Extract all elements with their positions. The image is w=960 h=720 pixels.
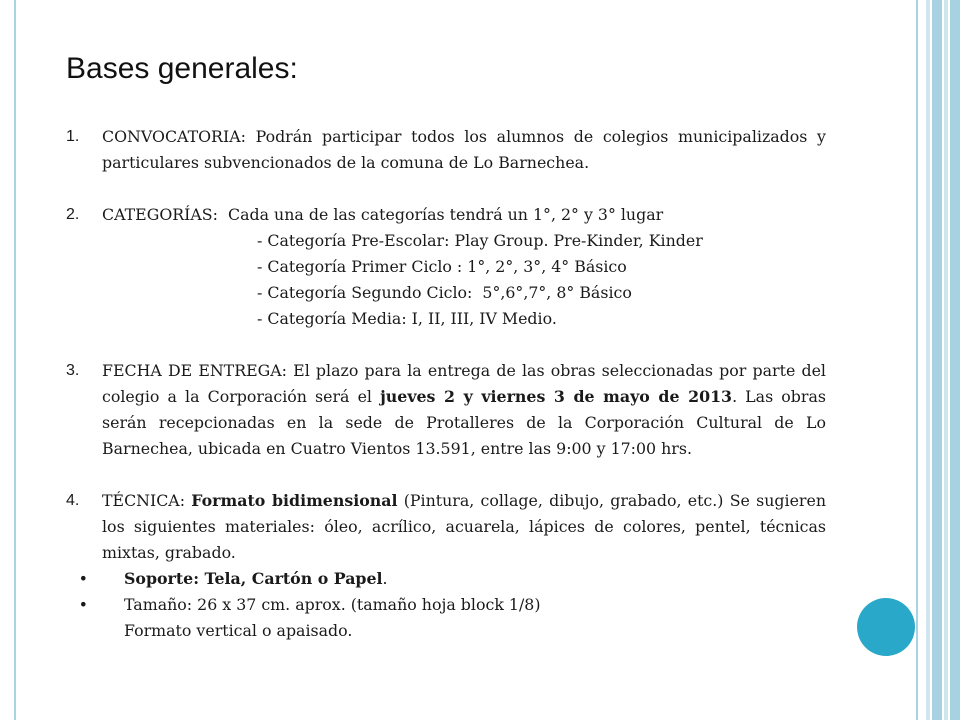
support-text: Soporte: Tela, Cartón o Papel (124, 569, 383, 588)
bullet-item: • Soporte: Tela, Cartón o Papel. (66, 566, 826, 592)
bases-list (66, 124, 826, 644)
list-item (66, 358, 826, 462)
list-item (66, 488, 826, 566)
list-item (66, 124, 826, 176)
size-text: Tamaño: 26 x 37 cm. aprox. (tamaño hoja block 1/8) (124, 595, 541, 614)
accent-circle (857, 598, 915, 656)
format-label: Formato bidimensional (191, 491, 398, 510)
category-line: - Categoría Segundo Ciclo: 5°,6°,7°, 8° Básico (257, 283, 632, 302)
stripe (950, 0, 960, 720)
stripe (926, 0, 930, 720)
page-title: Bases generales: (66, 52, 298, 85)
list-item (66, 202, 826, 332)
stripe (932, 0, 942, 720)
item-number: 2. (66, 206, 80, 223)
item-text: FECHA DE ENTREGA: El plazo para la entrega de las obras seleccionadas por parte del colegio a la Corporación será el jueves 2 y viernes 3 de mayo de 2013. Las obras serán recepcionadas en la sede de Protalleres de la Corporación Cultural de Lo Barnechea, ubicada en Cuatro Vientos 13.591, entre las 9:00 y 17:00 hrs. (102, 361, 826, 458)
format-note: Formato vertical o apaisado. (124, 621, 353, 640)
category-line: - Categoría Primer Ciclo : 1°, 2°, 3°, 4° Básico (257, 257, 627, 276)
item-number: 3. (66, 362, 80, 379)
category-line: - Categoría Pre-Escolar: Play Group. Pre-Kinder, Kinder (257, 231, 703, 250)
bullet-icon: • (78, 595, 88, 614)
item-number: 1. (66, 128, 80, 145)
delivery-dates: jueves 2 y viernes 3 de mayo de 2013 (380, 387, 733, 406)
category-line: - Categoría Media: I, II, III, IV Medio. (257, 309, 557, 328)
item-text: CONVOCATORIA: Podrán participar todos los alumnos de colegios municipalizados y particulares subvencionados de la comuna de Lo Barnechea. (102, 127, 826, 172)
bullet-icon: • (78, 569, 88, 588)
bullet-item (66, 592, 826, 618)
decorative-stripes (922, 0, 960, 720)
stripe (944, 0, 948, 720)
item-text: TÉCNICA: Formato bidimensional (Pintura, collage, dibujo, grabado, etc.) Se sugieren los siguientes materiales: óleo, acrílico, acuarela, lápices de colores, pentel, técnicas mixtas, grabado. (102, 491, 826, 562)
item-text: CATEGORÍAS: Cada una de las categorías tendrá un 1°, 2° y 3° lugar (102, 205, 664, 224)
item-number: 4. (66, 492, 80, 509)
